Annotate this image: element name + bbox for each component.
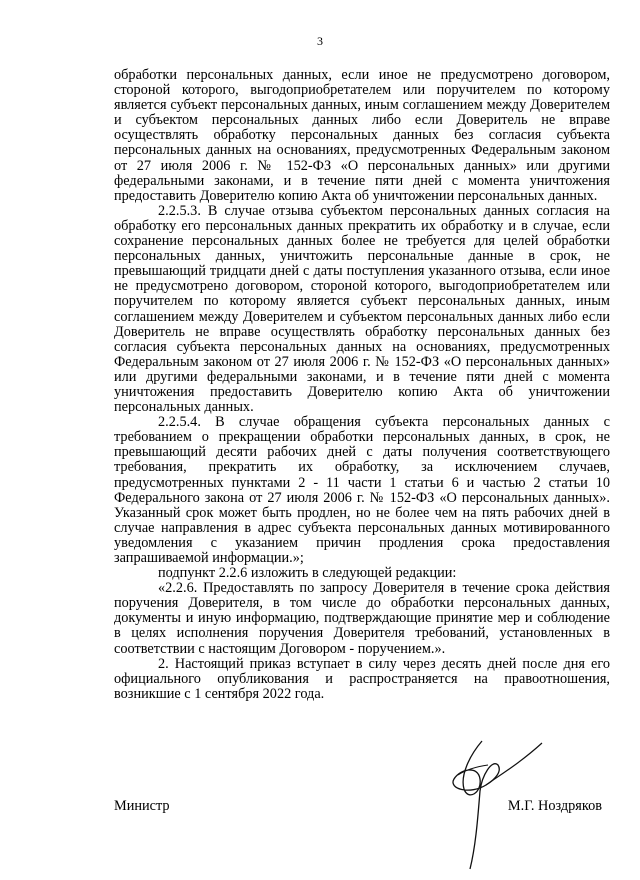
paragraph-continuation: обработки персональных данных, если иное не предусмотрено договором, стороной которого, выгодоприобретателем или поручителем по которому является субъект персональных данных, иным соглашением между Доверителем и субъектом персональных данных либо если Доверитель не вправе осуществлять обработку персональных данных без согласия субъекта персональных данных на основаниях, предусмотренных Федеральным законом от 27 июля 2006 г. № 152-ФЗ «О персональных данных» или другими федеральными законами, и в течение пяти дней с момента уничтожения предоставить Доверителю копию Акта об уничтожении персональных данных. [114,67,610,204]
paragraph-2-2-5-4: 2.2.5.4. В случае обращения субъекта персональных данных с требованием о прекращении обработки персональных данных, в срок, не превышающий десяти рабочих дней с даты получения соответствующего требования, прекратить их обработку, за исключением случаев, предусмотренных пунктами 2 - 11 части 1 статьи 6 и частью 2 статьи 10 Федерального закона от 27 июля 2006 г. № 152-ФЗ «О персональных данных». Указанный срок может быть продлен, но не более чем на пять рабочих дней в случае направления в адрес субъекта персональных данных мотивированного уведомления с указанием причин продления срока предоставления запрашиваемой информации.»; [114,414,610,566]
paragraph-2-2-5-3: 2.2.5.3. В случае отзыва субъектом персональных данных согласия на обработку его персональных данных прекратить их обработку и в случае, если сохранение персональных данных более не требуется для целей обработки персональных данных, уничтожить персональные данные в срок, не превышающий тридцати дней с даты поступления указанного отзыва, если иное не предусмотрено договором, стороной которого, выгодоприобретателем или поручителем по которому является субъект персональных данных, иным соглашением между Доверителем и субъектом персональных данных либо если Доверитель не вправе осуществлять обработку персональных данных без согласия субъекта персональных данных на основаниях, предусмотренных Федеральным законом от 27 июля 2006 г. № 152-ФЗ «О персональных данных» или другими федеральными законами, и в течение пяти дней с момента уничтожения предоставить Доверителю копию Акта об уничтожении персональных данных. [114,202,610,416]
paragraph-subpoint-instruction: подпункт 2.2.6 изложить в следующей редакции: [158,565,457,582]
document-body [114,68,610,702]
signatory-title: Министр [114,798,170,814]
signatory-name: М.Г. Ноздряков [507,798,602,814]
page-number: 3 [317,34,323,48]
paragraph-2-2-6: «2.2.6. Предоставлять по запросу Доверителя в течение срока действия поручения Доверителя, в том числе до обработки персональных данных, документы и иную информацию, подтверждающие принятие мер и соблюдение в целях исполнения поручения Доверителя требований, установленных в соответствии с настоящим Договором - поручением.». [114,580,610,657]
paragraph-effective-date: 2. Настоящий приказ вступает в силу через десять дней после дня его официального опубликования и распространяется на правоотношения, возникшие с 1 сентября 2022 года. [114,655,610,702]
